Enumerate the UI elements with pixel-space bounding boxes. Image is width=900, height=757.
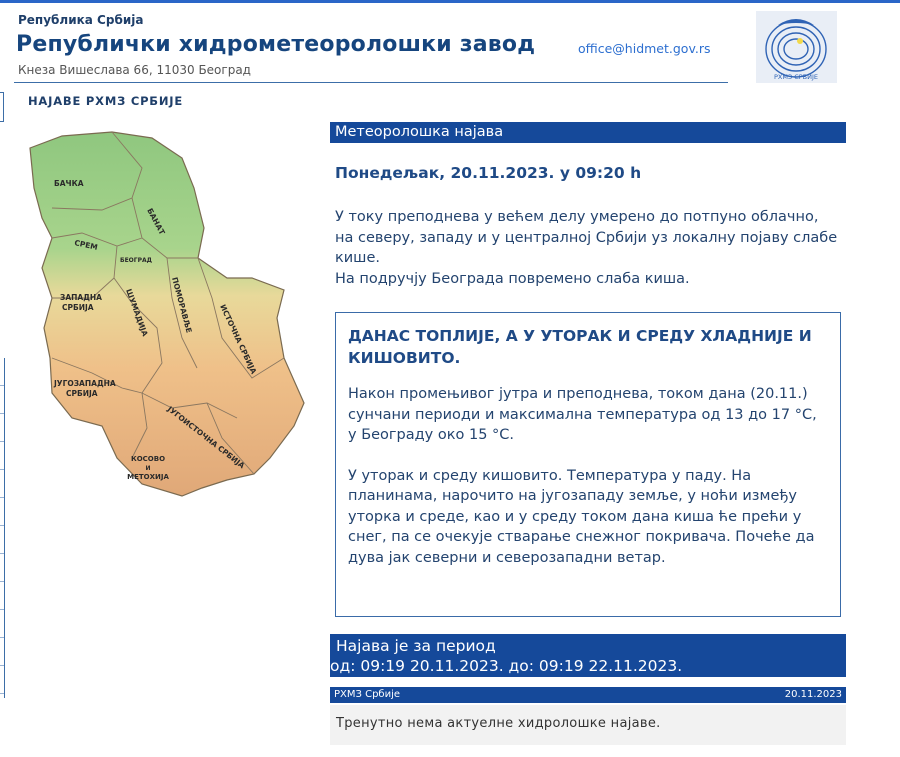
region-label-jugozapadna-1: ЈУГОЗАПАДНА [54, 379, 116, 388]
period-bar [330, 634, 846, 677]
region-label-srem: СРЕМ [73, 238, 99, 252]
forecast-paragraph-1: У току преподнева у већем делу умерено до потпуно облачно, на северу, западу и у централној Србији уз локалну појаву слабе кише. [335, 209, 838, 266]
sidebar-tab-stub[interactable] [0, 92, 4, 122]
nav-title[interactable]: НАЈАВЕ РХМЗ СРБИЈЕ [28, 94, 184, 108]
email-link[interactable]: office@hidmet.gov.rs [578, 41, 711, 56]
forecast-text [335, 207, 840, 289]
highlight-text [348, 384, 828, 568]
institute-title[interactable]: Републички хидрометеоролошки завод [16, 32, 536, 57]
rhmz-logo-icon[interactable] [756, 11, 837, 83]
forecast-paragraph-2: На подручју Београда повремено слаба киша. [335, 270, 690, 287]
highlight-paragraph-1: Након промењивог јутра и преподнева, током дана (20.11.) сунчани периоди и максимална температура од 13 до 17 °C, у Београду око 15 °C. [348, 386, 817, 443]
region-label-jugozapadna-2: СРБИЈА [66, 389, 98, 398]
footer-source: РХМЗ Србије [334, 689, 401, 700]
period-label: Најава је за период [336, 637, 496, 655]
region-label-pomoravlje: ПОМОРАВЉЕ [170, 276, 194, 334]
top-accent-line [0, 0, 900, 3]
region-label-beograd: БЕОГРАД [120, 257, 152, 264]
region-label-zapadna-2: СРБИЈА [62, 303, 94, 312]
highlight-title: ДАНАС ТОПЛИЈЕ, А У УТОРАК И СРЕДУ ХЛАДНИЈЕ И КИШОВИТО. [348, 327, 812, 367]
serbia-regions-map[interactable] [22, 128, 314, 500]
institute-address: Кнеза Вишеслава 66, 11030 Београд [18, 63, 251, 77]
country-name: Република Србија [18, 13, 144, 27]
hydro-notice: Тренутно нема актуелне хидролошке најаве. [330, 705, 846, 745]
region-label-kosovo-1: КОСОВО [130, 455, 166, 463]
region-label-backa: БАЧКА [54, 179, 84, 188]
footer-date: 20.11.2023 [784, 689, 842, 700]
region-label-jugoistocna: ЈУГОИСТОЧНА СРБИЈА [165, 404, 247, 471]
region-label-zapadna-1: ЗАПАДНА [60, 293, 102, 302]
footer-bar [330, 687, 846, 703]
highlight-paragraph-2: У уторак и среду кишовито. Температура у паду. На планинама, нарочито на југозападу земље, у ноћи између уторка и среде, као и у среду током дана киша ће прећи у снег, па се очекује стварање снежног покривача. Почеће да дува јак северни и северозападни ветар. [348, 467, 815, 566]
region-label-sumadija: ШУМАДИЈА [124, 287, 150, 338]
period-range: од: 09:19 20.11.2023. до: 09:19 22.11.2023. [330, 657, 683, 675]
highlight-box [335, 312, 841, 617]
header-divider [14, 82, 728, 83]
region-label-kosovo-3: МЕТОХИЈА [127, 473, 169, 481]
logo-text: РХМЗ СРБИЈЕ [773, 73, 819, 81]
sidebar-list-edge [0, 358, 5, 698]
region-label-banat: БАНАТ [145, 206, 167, 237]
section-title-bar: Метеоролошка најава [330, 122, 846, 143]
forecast-date: Понедељак, 20.11.2023. у 09:20 h [335, 164, 642, 182]
region-label-istocna: ИСТОЧНА СРБИЈА [218, 303, 259, 376]
region-label-kosovo-2: И [145, 465, 151, 472]
